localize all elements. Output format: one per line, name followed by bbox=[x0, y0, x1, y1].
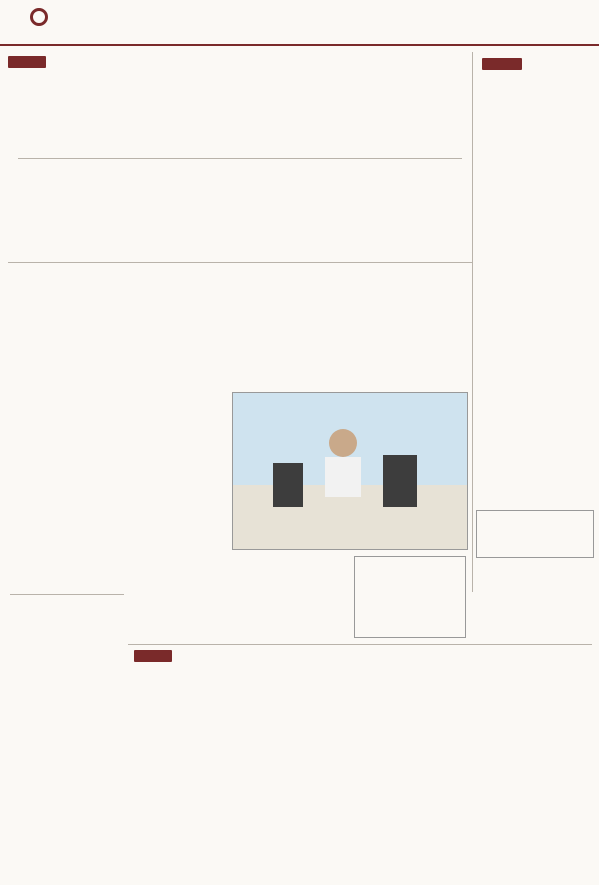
paper-name bbox=[52, 6, 132, 28]
date-line bbox=[440, 10, 592, 22]
left-story2-headline bbox=[14, 604, 124, 632]
mid-subhead-2 bbox=[128, 366, 226, 378]
top-column-1 bbox=[20, 176, 152, 256]
top-headline bbox=[40, 86, 440, 122]
contact-label bbox=[481, 523, 589, 535]
mid-subhead-3 bbox=[234, 236, 346, 248]
mid-column-2 bbox=[234, 262, 346, 382]
sidebar-body bbox=[480, 160, 592, 505]
bottom-subhead-3 bbox=[410, 744, 496, 756]
photo-caption bbox=[359, 563, 463, 633]
microscope-right bbox=[383, 455, 417, 507]
left-story2-body bbox=[16, 636, 122, 854]
paper-name-latin bbox=[52, 30, 142, 40]
section-tag-bottom bbox=[134, 650, 172, 662]
person-head bbox=[329, 429, 357, 457]
sidebar-byline bbox=[480, 132, 592, 156]
top-byline bbox=[18, 144, 218, 156]
bottom-column-3 bbox=[318, 702, 404, 878]
contact-email[interactable] bbox=[481, 537, 589, 549]
left-story1-byline bbox=[60, 578, 120, 588]
section-tag-top bbox=[8, 56, 46, 68]
section-title bbox=[240, 8, 360, 34]
mid-column-3 bbox=[354, 262, 464, 382]
bottom-column-2 bbox=[226, 702, 312, 878]
sidebar-divider bbox=[472, 52, 473, 592]
sidebar-contact-box bbox=[476, 510, 594, 558]
microscope-left bbox=[273, 463, 303, 507]
masthead bbox=[0, 0, 599, 44]
section-tag-sidebar bbox=[482, 58, 522, 70]
logo-mark-icon bbox=[30, 8, 48, 26]
photo-caption-box bbox=[354, 556, 466, 638]
mid-subhead-1 bbox=[20, 336, 124, 348]
edition-line bbox=[440, 24, 592, 34]
lead-photo-svg bbox=[233, 393, 468, 550]
bottom-subhead-1 bbox=[134, 772, 220, 784]
mid-column-1 bbox=[128, 262, 226, 382]
sidebar-headline bbox=[480, 88, 592, 122]
bottom-column-5 bbox=[502, 702, 592, 878]
bottom-column-4 bbox=[410, 702, 496, 878]
left-story1-headline bbox=[14, 420, 124, 448]
person-coat bbox=[325, 457, 361, 497]
bottom-byline bbox=[134, 704, 226, 728]
bottom-subhead-2 bbox=[318, 744, 404, 756]
top-rule bbox=[18, 158, 462, 159]
left-story-divider bbox=[10, 594, 124, 595]
masthead-rule bbox=[0, 44, 599, 46]
left-story2-byline bbox=[60, 860, 120, 870]
page-number bbox=[6, 6, 28, 36]
left-story1-body bbox=[16, 454, 122, 574]
bottom-story-divider bbox=[128, 644, 592, 645]
bottom-column-1 bbox=[134, 728, 220, 878]
bottom-headline bbox=[150, 666, 580, 696]
mid-subhead-4 bbox=[354, 260, 464, 272]
lead-photo bbox=[232, 392, 468, 550]
